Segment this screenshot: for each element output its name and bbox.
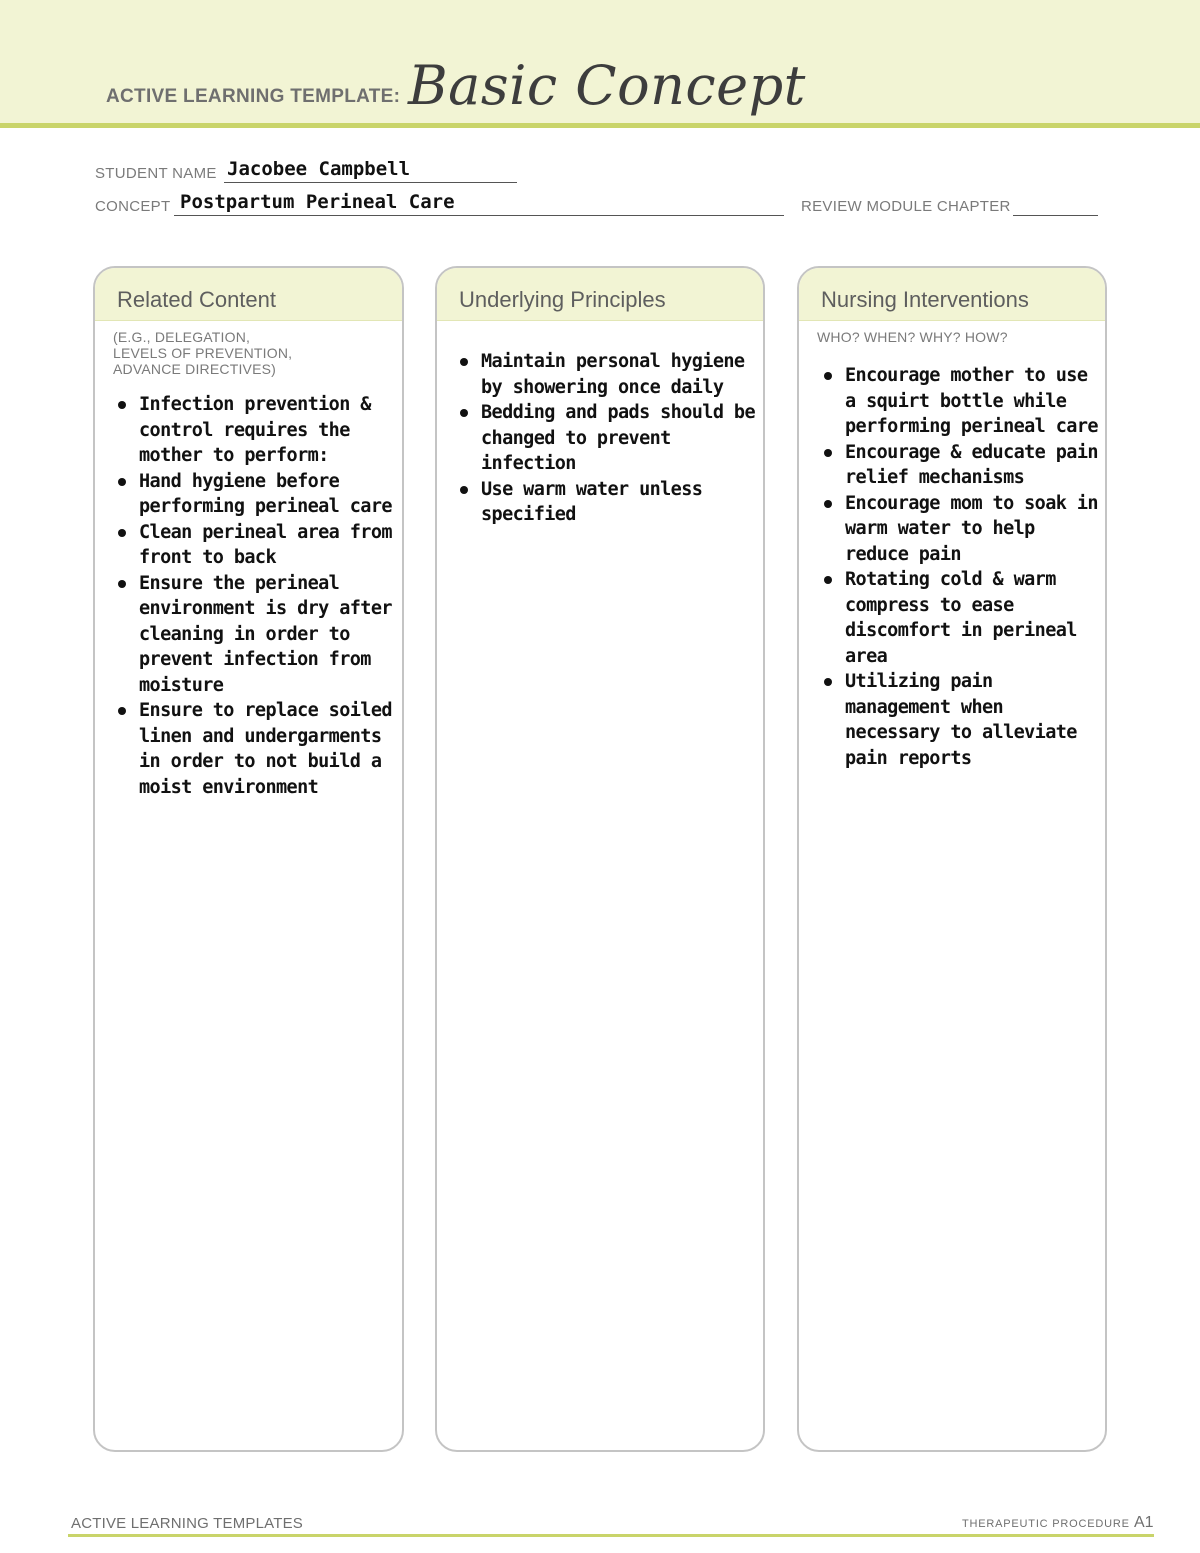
related-content-subtitle: (E.G., DELEGATION, LEVELS OF PREVENTION, ADVANCE DIRECTIVES) xyxy=(113,329,293,377)
bullet-icon xyxy=(118,529,126,537)
bullet-icon xyxy=(118,707,126,715)
footer-section-label: THERAPEUTIC PROCEDURE xyxy=(962,1518,1130,1530)
list-item: Hand hygiene before performing perineal care xyxy=(115,469,402,520)
list-item: Use warm water unless specified xyxy=(457,477,763,528)
bullet-icon xyxy=(824,576,832,584)
bullet-icon xyxy=(460,358,468,366)
review-module-line xyxy=(1013,215,1098,216)
underlying-principles-header xyxy=(437,268,763,321)
bullet-icon xyxy=(118,401,126,409)
nursing-interventions-header xyxy=(799,268,1105,321)
list-item: Encourage mom to soak in warm water to help reduce pain xyxy=(821,491,1105,568)
nursing-interventions-title: Nursing Interventions xyxy=(821,287,1029,312)
list-item: Utilizing pain management when necessary to alleviate pain reports xyxy=(821,669,1105,771)
bullet-icon xyxy=(118,580,126,588)
list-item: Encourage mother to use a squirt bottle while performing perineal care xyxy=(821,363,1105,440)
bullet-icon xyxy=(824,500,832,508)
concept-field[interactable]: Postpartum Perineal Care xyxy=(180,191,455,213)
student-name-label: STUDENT NAME xyxy=(95,165,217,182)
underlying-principles-title: Underlying Principles xyxy=(459,287,666,312)
footer-page-number: A1 xyxy=(1134,1514,1154,1531)
list-item: Bedding and pads should be changed to prevent infection xyxy=(457,400,763,477)
template-label: ACTIVE LEARNING TEMPLATE: xyxy=(106,86,401,107)
underlying-principles-list[interactable] xyxy=(457,349,763,528)
concept-line xyxy=(174,215,784,216)
list-item: Clean perineal area from front to back xyxy=(115,520,402,571)
student-name-field[interactable]: Jacobee Campbell xyxy=(227,158,411,180)
bullet-icon xyxy=(460,486,468,494)
related-content-title: Related Content xyxy=(117,287,276,312)
review-module-label: REVIEW MODULE CHAPTER xyxy=(801,198,1011,215)
footer-left-label: ACTIVE LEARNING TEMPLATES xyxy=(71,1515,303,1532)
footer-rule xyxy=(68,1534,1154,1537)
list-item: Ensure the perineal environment is dry after cleaning in order to prevent infection from moisture xyxy=(115,571,402,699)
template-title: Basic Concept xyxy=(408,54,806,117)
bullet-icon xyxy=(460,409,468,417)
list-item: Maintain personal hygiene by showering once daily xyxy=(457,349,763,400)
related-content-panel xyxy=(93,266,404,1452)
list-item: Infection prevention & control requires the mother to perform: xyxy=(115,392,402,469)
underlying-principles-panel xyxy=(435,266,765,1452)
student-name-line xyxy=(224,182,517,183)
header-rule xyxy=(0,123,1200,128)
list-item: Encourage & educate pain relief mechanisms xyxy=(821,440,1105,491)
nursing-interventions-list[interactable] xyxy=(821,363,1105,771)
bullet-icon xyxy=(824,678,832,686)
bullet-icon xyxy=(118,478,126,486)
list-item: Rotating cold & warm compress to ease discomfort in perineal area xyxy=(821,567,1105,669)
related-content-list[interactable] xyxy=(115,392,402,800)
related-content-header xyxy=(95,268,402,321)
bullet-icon xyxy=(824,372,832,380)
concept-label: CONCEPT xyxy=(95,198,171,215)
bullet-icon xyxy=(824,449,832,457)
nursing-interventions-panel xyxy=(797,266,1107,1452)
nursing-interventions-subtitle: WHO? WHEN? WHY? HOW? xyxy=(817,329,1008,345)
list-item: Ensure to replace soiled linen and undergarments in order to not build a moist environment xyxy=(115,698,402,800)
